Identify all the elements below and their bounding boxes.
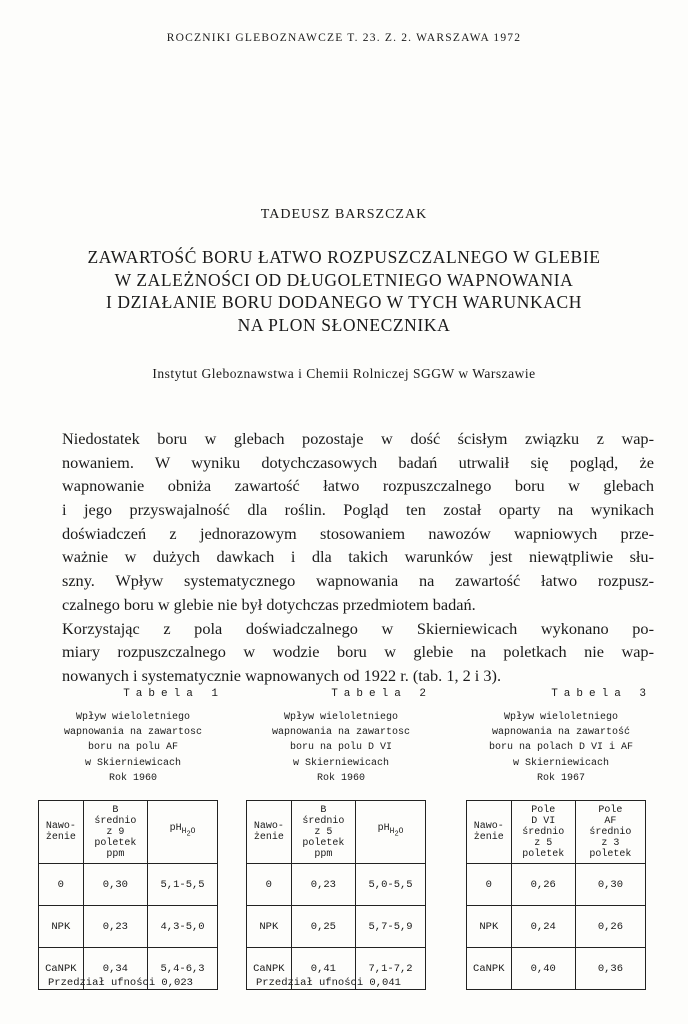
table-header-row — [39, 801, 218, 864]
data-table — [246, 800, 426, 990]
title-line: W ZALEŻNOŚCI OD DŁUGOLETNIEGO WAPNOWANIA — [114, 269, 574, 290]
body-line: doświadczeń z jednorazowym stosowaniem nawozów wapniowych prze- — [62, 523, 654, 543]
caption-line: Wpływ wieloletniego — [75, 712, 191, 723]
table-header-row — [247, 801, 426, 864]
journal-header: ROCZNIKI GLEBOZNAWCZE T. 23. Z. 2. WARSZAWA 1972 — [166, 32, 522, 44]
body-line: Korzystając z pola doświadczalnego w Skierniewicach wykonano po- — [62, 618, 654, 638]
caption-line: wapnowania na zawartosc — [63, 727, 203, 739]
header-cell: Pole D VI średnio z 5 poletek — [511, 801, 575, 864]
caption-line: w Skierniewicach — [84, 757, 181, 769]
table-cell: 0,24 — [511, 906, 575, 948]
caption-line: boru na polach D VI i AF — [488, 742, 634, 754]
caption-line: Rok 1967 — [536, 772, 585, 784]
header-cell: B średnio z 9 poletek ppm — [83, 801, 147, 864]
body-line: ważnie w dużych dawkach i dla takich warunków jest niewątpliwie słu- — [62, 547, 654, 567]
table-caption — [246, 710, 436, 786]
table-row — [39, 864, 218, 906]
table-cell: 0,34 — [83, 948, 147, 990]
caption-line: wapnowania na zawartosc — [271, 727, 411, 739]
table-cell: 4,3-5,0 — [148, 906, 218, 948]
data-table — [38, 800, 218, 990]
table-cell: 0,25 — [291, 906, 355, 948]
table-cell: CaNPK — [247, 948, 292, 990]
table-cell: 5,1-5,5 — [148, 864, 218, 906]
table-block — [246, 688, 436, 990]
table-cell: 0,30 — [83, 864, 147, 906]
header-cell: $pH_{H_2O}$ — [148, 801, 218, 864]
table-cell: 7,1-7,2 — [356, 948, 426, 990]
title-line: ZAWARTOŚĆ BORU ŁATWO ROZPUSZCZALNEGO W GLEBIE — [87, 247, 601, 267]
table-cell: 0,26 — [575, 906, 645, 948]
body-line: nowanych i systematycznie wapnowanych od 1922 r. (tab. 1, 2 i 3). — [62, 665, 502, 685]
caption-line: Wpływ wieloletniego — [283, 712, 399, 723]
caption-line: Wpływ wieloletniego — [503, 712, 619, 723]
confidence-interval: Przedział ufności 0,041 — [256, 977, 401, 989]
table-cell: 0,23 — [83, 906, 147, 948]
table-cell: 5,4-6,3 — [148, 948, 218, 990]
header-cell: Nawo- żenie — [467, 801, 512, 864]
table-cell: NPK — [39, 906, 84, 948]
caption-line: boru na polu D VI — [289, 742, 393, 754]
header-cell: Nawo- żenie — [247, 801, 292, 864]
body-line: nowaniem. W wyniku dotychczasowych badań utrwalił się pogląd, że — [62, 452, 654, 472]
institution: Instytut Gleboznawstwa i Chemii Rolniczej SGGW w Warszawie — [152, 366, 536, 381]
table-block — [38, 688, 228, 990]
table-cell: 0,36 — [575, 948, 645, 990]
header-cell: Pole AF średnio z 3 poletek — [575, 801, 645, 864]
confidence-interval: Przedział ufności 0,023 — [48, 977, 193, 989]
body-line: szny. Wpływ systematycznego wapnowania na zawartość łatwo rozpusz- — [62, 571, 654, 591]
title-line: I DZIAŁANIE BORU DODANEGO W TYCH WARUNKACH — [106, 292, 582, 312]
caption-line: Rok 1960 — [316, 772, 365, 784]
caption-line: w Skierniewicach — [292, 757, 389, 769]
table-row — [247, 906, 426, 948]
data-table — [466, 800, 646, 990]
table-cell: 5,7-5,9 — [356, 906, 426, 948]
title-line: NA PLON SŁONECZNIKA — [237, 314, 451, 335]
body-line: miary rozpuszczalnego w wodzie boru w glebie na poletkach nie wap- — [62, 642, 654, 662]
table-cell: 0 — [467, 864, 512, 906]
body-line: i jego przyswajalność dla roślin. Pogląd ten został oparty na wynikach — [62, 500, 654, 520]
table-caption — [466, 710, 656, 786]
body-line: Niedostatek boru w glebach pozostaje w dość ścisłym związku z wap- — [62, 429, 654, 448]
table-cell: 0 — [247, 864, 292, 906]
table-cell: NPK — [247, 906, 292, 948]
table-label: Tabela 3 — [551, 688, 652, 700]
table-label: Tabela 1 — [123, 688, 224, 700]
table-cell: CaNPK — [39, 948, 84, 990]
body-line: czalnego boru w glebie nie był dotychczas przedmiotem badań. — [62, 594, 476, 614]
table-cell: 0,30 — [575, 864, 645, 906]
header-cell: Nawo- żenie — [39, 801, 84, 864]
caption-line: wapnowania na zawartość — [491, 727, 631, 739]
caption-line: Rok 1960 — [108, 772, 157, 784]
table-cell: 0 — [39, 864, 84, 906]
caption-line: w Skierniewicach — [512, 757, 609, 769]
author-name: TADEUSZ BARSZCZAK — [260, 207, 428, 222]
table-cell: 0,23 — [291, 864, 355, 906]
table-row — [39, 906, 218, 948]
body-text — [62, 427, 654, 688]
header-cell: $pH_{H_2O}$ — [356, 801, 426, 864]
table-row — [467, 948, 646, 990]
table-cell: 0,26 — [511, 864, 575, 906]
header-cell: B średnio z 5 poletek ppm — [291, 801, 355, 864]
table-cell: 5,0-5,5 — [356, 864, 426, 906]
table-row — [247, 864, 426, 906]
table-header-row — [467, 801, 646, 864]
table-row — [467, 906, 646, 948]
article-title — [40, 246, 648, 336]
caption-line: boru na polu AF — [87, 742, 178, 754]
table-label: Tabela 2 — [331, 688, 432, 700]
table-cell: CaNPK — [467, 948, 512, 990]
table-caption — [38, 710, 228, 786]
table-row — [467, 864, 646, 906]
table-cell: 0,41 — [291, 948, 355, 990]
table-cell: 0,40 — [511, 948, 575, 990]
table-cell: NPK — [467, 906, 512, 948]
body-line: wapnowanie obniża zawartość łatwo rozpuszczalnego boru w glebach — [62, 476, 654, 496]
table-block — [466, 688, 656, 990]
